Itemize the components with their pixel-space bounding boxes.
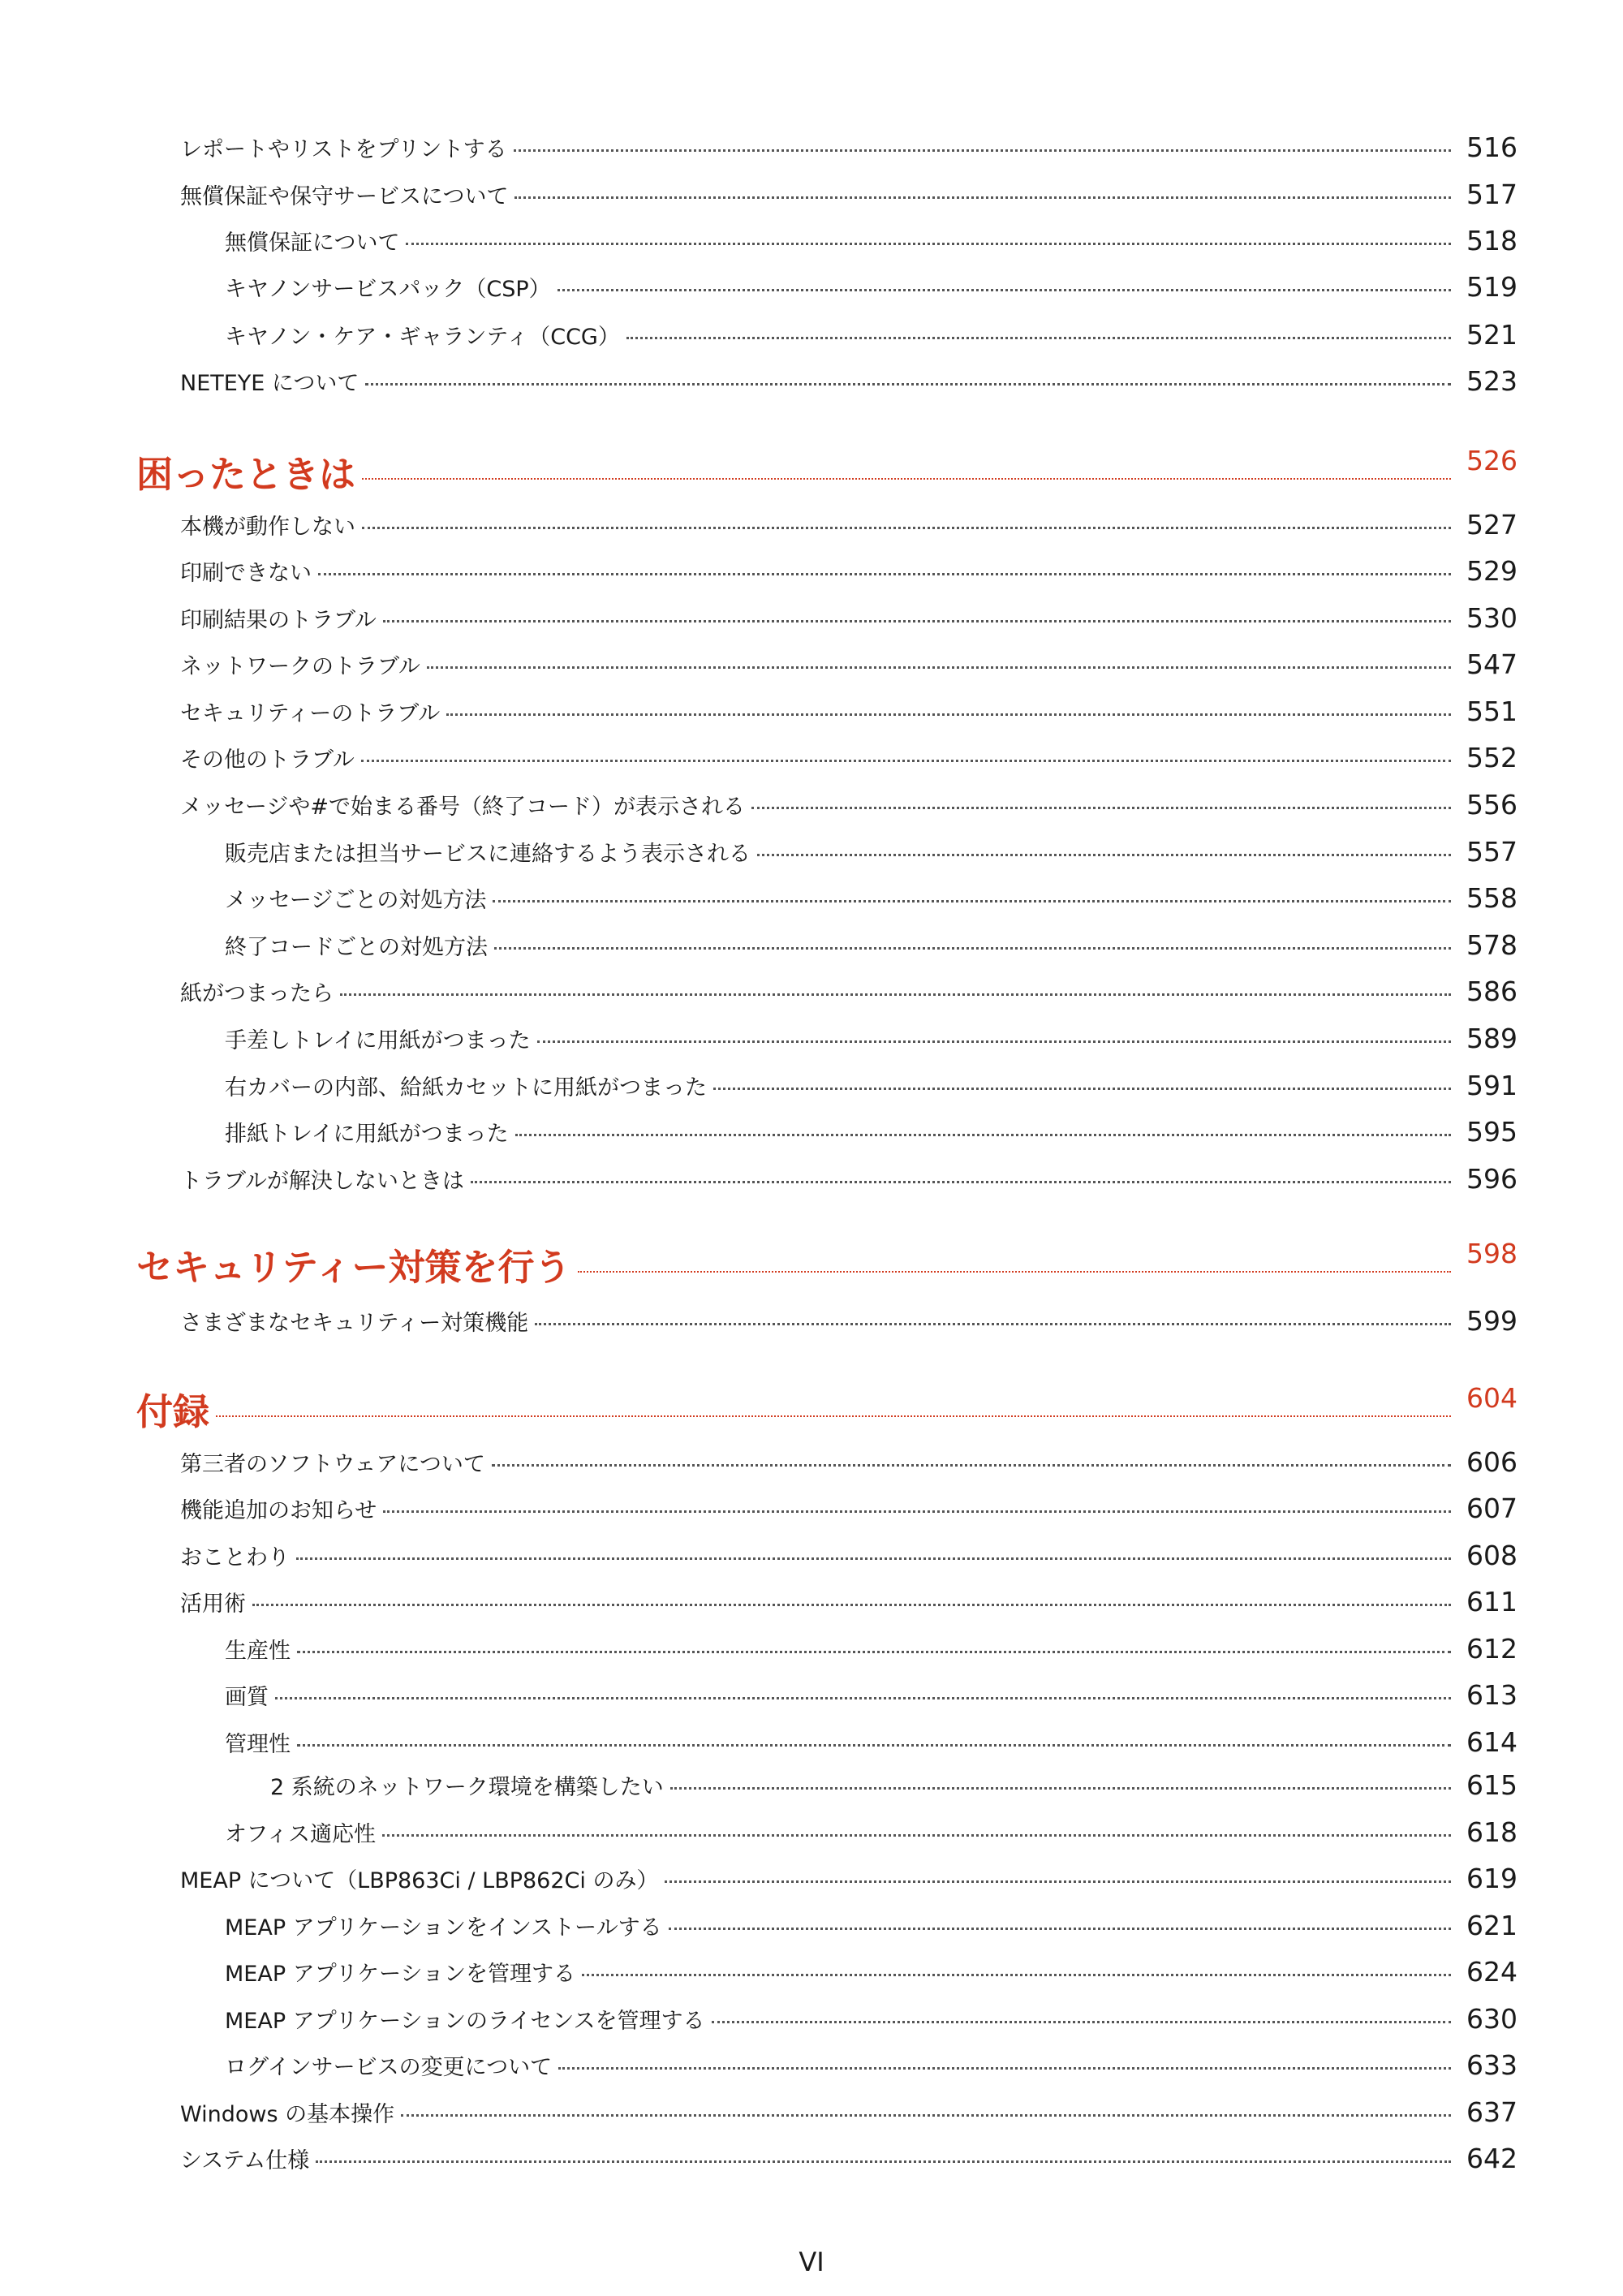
dot-leader (712, 2021, 1451, 2023)
toc-chapter-heading[interactable] (136, 1382, 1518, 1435)
toc-entry-label: 本機が動作しない (180, 515, 355, 540)
dot-leader (751, 807, 1451, 809)
toc-page-number: 551 (1466, 696, 1518, 727)
toc-entry-label: 生産性 (225, 1639, 291, 1664)
toc-entry-label: 販売店または担当サービスに連絡するよう表示される (225, 842, 751, 867)
toc-entry[interactable] (180, 602, 1518, 634)
toc-entry[interactable] (225, 1910, 1518, 1941)
toc-entry-label: セキュリティーのトラブル (180, 701, 441, 726)
toc-entry-label: ネットワークのトラブル (180, 654, 420, 679)
toc-entry[interactable] (225, 2049, 1518, 2081)
toc-page-number: 557 (1466, 836, 1518, 868)
dot-leader (514, 196, 1451, 199)
toc-entry-label: MEAP アプリケーションを管理する (225, 1962, 575, 1987)
toc-entry[interactable] (180, 1586, 1518, 1618)
dot-leader (340, 993, 1451, 996)
toc-entry[interactable] (180, 555, 1518, 587)
toc-page-number: 589 (1466, 1023, 1518, 1054)
dot-leader (492, 1464, 1451, 1467)
dot-leader (626, 337, 1451, 339)
toc-page-number: 624 (1466, 1956, 1518, 1988)
toc-entry-label: 画質 (225, 1685, 269, 1710)
dot-leader (383, 1510, 1451, 1513)
dot-leader (471, 1181, 1451, 1183)
dot-leader (446, 713, 1451, 716)
toc-page-number: 552 (1466, 742, 1518, 773)
toc-entry[interactable] (180, 509, 1518, 541)
toc-page-number: 517 (1466, 179, 1518, 210)
toc-page-number: 529 (1466, 555, 1518, 587)
toc-entry-label: 活用術 (180, 1592, 246, 1617)
toc-entry[interactable] (225, 1633, 1518, 1665)
dot-leader (297, 1651, 1451, 1653)
toc-entry-label: 2 系統のネットワーク環境を構築したい (270, 1775, 664, 1800)
toc-entry[interactable] (180, 1446, 1518, 1478)
toc-page-number: 612 (1466, 1633, 1518, 1665)
toc-entry[interactable] (180, 365, 1518, 397)
toc-entry-label: オフィス適応性 (225, 1822, 377, 1847)
dot-leader (494, 947, 1451, 950)
dot-leader (670, 1787, 1451, 1790)
dot-leader (535, 1323, 1451, 1325)
dot-leader (297, 1744, 1451, 1747)
toc-entry-label: MEAP アプリケーションのライセンスを管理する (225, 2009, 705, 2034)
toc-entry-label: 第三者のソフトウェアについて (180, 1452, 485, 1477)
toc-chapter-heading[interactable] (136, 445, 1518, 498)
dot-leader (493, 900, 1451, 902)
dot-leader (406, 243, 1451, 245)
toc-entry[interactable] (180, 976, 1518, 1007)
toc-entry-label: 無償保証や保守サービスについて (180, 184, 509, 209)
toc-entry-label: 手差しトレイに用紙がつまった (225, 1028, 531, 1053)
toc-page-number: 516 (1466, 131, 1518, 163)
dot-leader (669, 1928, 1451, 1930)
toc-entry[interactable] (180, 696, 1518, 727)
toc-entry-label: NETEYE について (180, 371, 359, 396)
toc-page-number: 633 (1466, 2049, 1518, 2081)
toc-entry[interactable] (225, 271, 1518, 303)
toc-entry[interactable] (225, 1956, 1518, 1988)
dot-leader (713, 1088, 1451, 1090)
dot-leader (757, 854, 1451, 856)
toc-entry[interactable] (225, 1070, 1518, 1101)
toc-entry-label: キヤノンサービスパック（CSP） (225, 277, 551, 302)
toc-entry-label: 管理性 (225, 1732, 291, 1757)
dot-leader (665, 1880, 1451, 1883)
toc-page-number: 642 (1466, 2143, 1518, 2174)
toc-entry[interactable] (180, 1163, 1518, 1195)
dot-leader (514, 149, 1451, 152)
dot-leader (318, 573, 1451, 575)
toc-page-number: 618 (1466, 1816, 1518, 1848)
dot-leader (362, 527, 1451, 529)
toc-page-number: 578 (1466, 929, 1518, 961)
toc-entry[interactable] (180, 2143, 1518, 2174)
toc-entry[interactable] (225, 836, 1518, 868)
toc-entry-label: トラブルが解決しないときは (180, 1169, 464, 1194)
toc-entry[interactable] (180, 1493, 1518, 1524)
toc-entry-label: Windows の基本操作 (180, 2102, 395, 2127)
toc-page-number: 614 (1466, 1726, 1518, 1758)
toc-entry[interactable] (180, 2096, 1518, 2128)
toc-entry-label: キヤノン・ケア・ギャランティ（CCG） (225, 325, 620, 350)
toc-page-number: 586 (1466, 976, 1518, 1007)
toc-page-number: 598 (1466, 1238, 1518, 1269)
toc-entry-label: 紙がつまったら (180, 981, 334, 1006)
toc-page-number: 615 (1466, 1769, 1518, 1801)
toc-entry[interactable] (180, 131, 1518, 163)
toc-page-number: 599 (1466, 1305, 1518, 1337)
dot-leader (216, 1415, 1451, 1417)
toc-entry-label: 印刷できない (180, 561, 312, 586)
toc-entry[interactable] (225, 319, 1518, 351)
toc-page-number: 527 (1466, 509, 1518, 541)
toc-entry[interactable] (225, 225, 1518, 256)
dot-leader (296, 1557, 1451, 1560)
toc-entry-label: さまざまなセキュリティー対策機能 (180, 1311, 529, 1336)
dot-leader (582, 1974, 1451, 1976)
dot-leader (365, 383, 1451, 386)
toc-entry[interactable] (180, 1305, 1518, 1337)
dot-leader (362, 478, 1451, 480)
chapter-title: 付録 (136, 1390, 210, 1433)
toc-entry-label: おことわり (180, 1545, 290, 1570)
dot-leader (558, 289, 1451, 291)
toc-page-number: 630 (1466, 2003, 1518, 2035)
toc-page-number: 606 (1466, 1446, 1518, 1478)
toc-entry-label: システム仕様 (180, 2148, 310, 2173)
toc-entry[interactable] (225, 1679, 1518, 1711)
chapter-title: 困ったときは (136, 453, 356, 496)
toc-page-number: 613 (1466, 1679, 1518, 1711)
toc-entry[interactable] (225, 1726, 1518, 1758)
toc-page-number: 621 (1466, 1910, 1518, 1941)
toc-entry-label: メッセージごとの対処方法 (225, 888, 487, 913)
toc-page-number: 547 (1466, 648, 1518, 680)
dot-leader (252, 1604, 1451, 1606)
dot-leader (383, 620, 1451, 622)
toc-entry-label: ログインサービスの変更について (225, 2055, 553, 2080)
toc-entry[interactable] (225, 2003, 1518, 2035)
toc-entry[interactable] (225, 1023, 1518, 1054)
toc-entry[interactable] (180, 648, 1518, 680)
toc-entry[interactable] (180, 789, 1518, 821)
dot-leader (537, 1040, 1451, 1043)
toc-page-number: 595 (1466, 1116, 1518, 1148)
toc-page-number: 556 (1466, 789, 1518, 821)
toc-page-number: 619 (1466, 1863, 1518, 1894)
toc-page-number: 523 (1466, 365, 1518, 397)
toc-entry-label: レポートやリストをプリントする (180, 137, 507, 162)
dot-leader (515, 1134, 1451, 1136)
dot-leader (275, 1697, 1451, 1699)
toc-page-number: 518 (1466, 225, 1518, 256)
toc-page-number: 519 (1466, 271, 1518, 303)
dot-leader (382, 1834, 1451, 1837)
toc-entry-label: その他のトラブル (180, 747, 355, 773)
toc-page-number: 521 (1466, 319, 1518, 351)
toc-page-number: 530 (1466, 602, 1518, 634)
toc-entry[interactable] (270, 1769, 1518, 1801)
dot-leader (316, 2160, 1451, 2163)
toc-entry[interactable] (180, 1540, 1518, 1571)
toc-page-number: 596 (1466, 1163, 1518, 1195)
dot-leader (427, 666, 1451, 669)
toc-entry-label: MEAP について（LBP863Ci / LBP862Ci のみ） (180, 1868, 659, 1893)
toc-entry-label: 右カバーの内部、給紙カセットに用紙がつまった (225, 1075, 707, 1101)
dot-leader (361, 760, 1451, 762)
toc-entry[interactable] (180, 742, 1518, 773)
page-number: VI (799, 2246, 824, 2277)
toc-page-number: 526 (1466, 445, 1518, 476)
toc-entry-label: MEAP アプリケーションをインストールする (225, 1915, 662, 1941)
toc-page-number: 637 (1466, 2096, 1518, 2128)
toc-entry-label: 排紙トレイに用紙がつまった (225, 1122, 509, 1147)
toc-entry[interactable] (180, 179, 1518, 210)
toc-page-number: 608 (1466, 1540, 1518, 1571)
toc-entry-label: 無償保証について (225, 230, 400, 256)
toc-page-number: 558 (1466, 882, 1518, 914)
chapter-title: セキュリティー対策を行う (136, 1246, 571, 1289)
toc-entry[interactable] (225, 1116, 1518, 1148)
toc-entry[interactable] (180, 1863, 1518, 1894)
toc-entry-label: 印刷結果のトラブル (180, 608, 377, 633)
dot-leader (558, 2067, 1451, 2070)
toc-page-number: 604 (1466, 1382, 1518, 1414)
toc-entry[interactable] (225, 1816, 1518, 1848)
toc-entry-label: 終了コードごとの対処方法 (225, 935, 488, 960)
toc-chapter-heading[interactable] (136, 1238, 1518, 1290)
toc-entry[interactable] (225, 929, 1518, 961)
toc-entry-label: 機能追加のお知らせ (180, 1498, 377, 1523)
toc-entry-label: メッセージや#で始まる番号（終了コード）が表示される (180, 795, 746, 820)
dot-leader (401, 2114, 1451, 2117)
toc-page-number: 591 (1466, 1070, 1518, 1101)
toc-page-number: 607 (1466, 1493, 1518, 1524)
toc-page-number: 611 (1466, 1586, 1518, 1618)
toc-entry[interactable] (225, 882, 1518, 914)
dot-leader (578, 1271, 1451, 1273)
